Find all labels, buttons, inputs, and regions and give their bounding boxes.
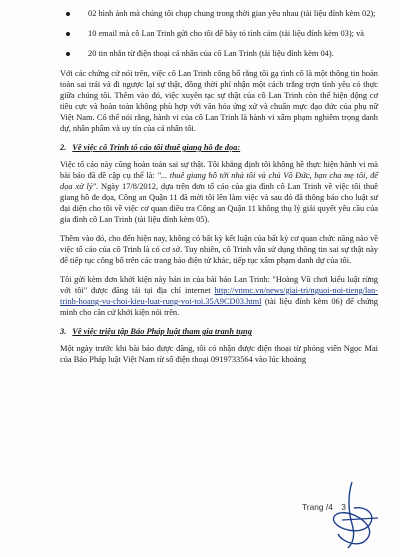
- evidence-list: [60, 8, 378, 59]
- list-item: 20 tin nhắn từ điện thoại cá nhân của cô Lan Trinh (tài liệu đính kèm 04).: [60, 48, 378, 59]
- paragraph: Với các chứng cứ nói trên, việc cô Lan Trinh công bố rằng tôi gạ tình cô là một thông tin hoàn toàn sai trái và đi ngược lại sự thật, đồng thời phỉ nhận một cách trắng trợn tình yêu có thực giữa chúng tôi. Thêm vào đó, việc xuyên tạc sự thật của cô Lan Trinh còn thể hiện động cơ tiêu cực và hoàn toàn không phù hợp với văn hóa ứng xử và chuẩn mực đạo đức của phụ nữ Việt Nam. Cô thể nói rằng, hành vi của cô Lan Trinh là hành vi xâm phạm nghiêm trọng danh dự, nhân phẩm và uy tín của cá nhân tôi.: [60, 69, 378, 133]
- paragraph: Tôi gửi kèm đơn khởi kiện này bản in của bài báo Lan Trinh: "Hoàng Vũ chơi kiểu luật rừng với tôi" được đăng tải tại địa chỉ internet http://vnmc.vn/news/giai-tri/nguoi-noi-tieng/lan-trinh-hoang-vu-choi-kieu-luat-rung-voi-toi.35A9CD03.html (tài liệu đính kèm 06) để chứng minh cho căn cứ khởi kiện nói trên.: [60, 275, 378, 317]
- section-title: Về việc cô Trinh tố cáo tôi thuê giang hồ đe dọa:: [72, 143, 241, 152]
- section-heading: [60, 142, 378, 153]
- paragraph: Thêm vào đó, cho đến hiện nay, không có bất kỳ kết luận của bất kỳ cơ quan chức năng nào về việc tố cáo của cô Trinh là có cơ sở. Tuy nhiên, cô Trinh vẫn sử dụng thông tin sai sự thật này để tiếp tục công bố trên các trang báo điện tử khác, tiếp tục xâm phạm danh dự của tôi.: [60, 234, 378, 265]
- section-heading: [60, 326, 378, 337]
- section-number: 3.: [60, 327, 67, 336]
- paragraph: Một ngày trước khi bài báo được đăng, tôi có nhận được điện thoại từ phóng viên Ngọc Mai của Báo Pháp luật Việt Nam từ số điện thoại 0919733564 vào lúc khoảng: [60, 344, 378, 364]
- list-item: 10 email mà cô Lan Trinh gửi cho tôi để bày tỏ tình cảm (tài liệu đính kèm 03); và: [60, 28, 378, 39]
- bullet-icon: [66, 12, 70, 16]
- quote: "... thuê giang hồ tới nhà tôi và chú Võ Đức, bạn cha mẹ tôi, để dọa xử lý".: [60, 171, 378, 191]
- document-body: [60, 8, 378, 373]
- bullet-icon: [66, 32, 70, 36]
- list-item: 02 hình ảnh mà chúng tôi chụp chung trong thời gian yêu nhau (tài liệu đính kèm 02);: [60, 8, 378, 19]
- signature-icon: [318, 480, 388, 554]
- paragraph: Việc tố cáo này cũng hoàn toàn sai sự thật. Tôi khẳng định tôi không hề thực hiện hành vi mà bài báo đã đề cập cụ thể là: "... thuê giang hồ tới nhà tôi và chú Võ Đức, bạn cha mẹ tôi, để dọa xử lý". Ngày 17/8/2012, dựa trên đơn tố cáo của gia đình cô Lan Trinh về việc tôi thuê giang hồ đe dọa, Công an Quận 11 đã mời tôi lên làm việc và sau đó đã thông báo cho luật sư đại diện cho tôi về việc cơ quan điều tra Công an Quận 11 không thụ lý giải quyết yêu cầu của gia đình cô Lan Trinh (tài liệu đính kèm 05).: [60, 160, 378, 224]
- section-title: Về việc triệu tập Báo Pháp luật tham gia tranh tụng: [72, 327, 252, 336]
- article-link[interactable]: http://vnmc.vn/news/giai-tri/nguoi-noi-tieng/lan-trinh-hoang-vu-choi-kieu-luat-rung-voi-toi.35A9CD03.html: [60, 286, 378, 306]
- page-label: Trang /4: [302, 502, 333, 512]
- bullet-icon: [66, 52, 70, 56]
- page-number: 3: [341, 502, 346, 512]
- section-number: 2.: [60, 143, 67, 152]
